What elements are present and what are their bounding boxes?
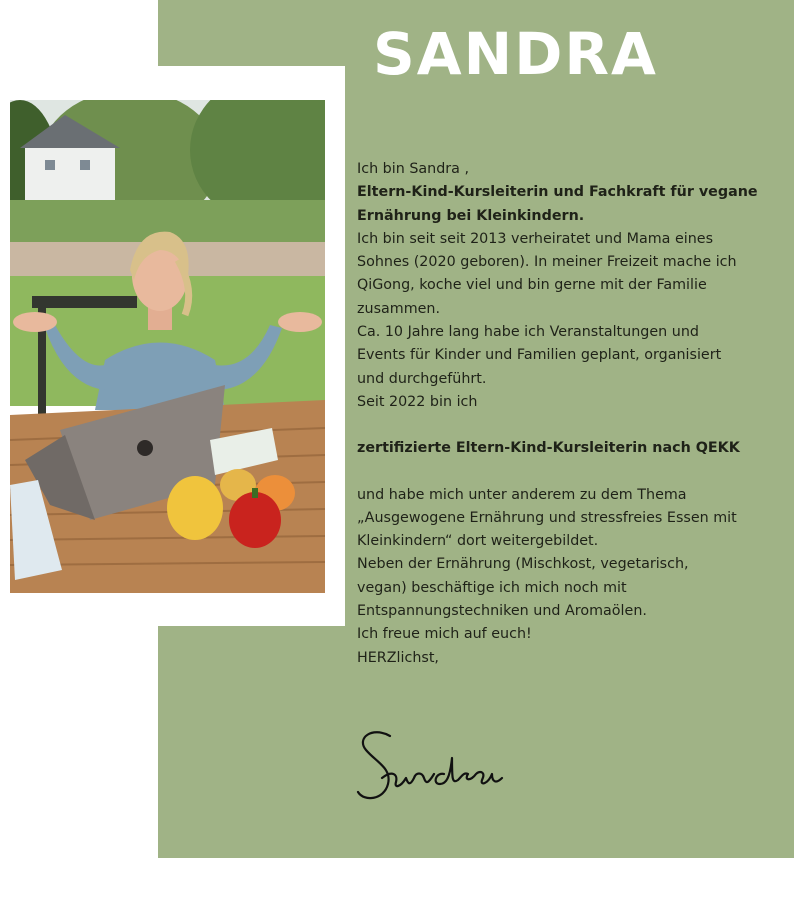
bio-line: zusammen. bbox=[357, 300, 441, 317]
page-title: SANDRA bbox=[373, 20, 658, 88]
bio-line: Ich freue mich auf euch! bbox=[357, 626, 532, 643]
closing-line: HERZlichst, bbox=[357, 649, 439, 666]
profile-photo bbox=[10, 100, 325, 593]
bio-line: Entspannungstechniken und Aromaölen. bbox=[357, 603, 647, 620]
bio-line: Events für Kinder und Familien geplant, organisiert bbox=[357, 347, 722, 364]
intro-line: Ich bin Sandra , bbox=[357, 161, 470, 177]
bio-text bbox=[357, 158, 792, 670]
bio-line: Ca. 10 Jahre lang habe ich Veranstaltungen und bbox=[357, 324, 699, 341]
bio-line: Sohnes (2020 geboren). In meiner Freizeit mache ich bbox=[357, 254, 737, 271]
bio-line: „Ausgewogene Ernährung und stressfreies Essen mit bbox=[357, 509, 737, 526]
bio-line: Kleinkindern“ dort weitergebildet. bbox=[357, 533, 599, 550]
certification-line: zertifizierte Eltern-Kind-Kursleiterin nach QEKK bbox=[357, 440, 740, 457]
bio-line: vegan) beschäftige ich mich noch mit bbox=[357, 579, 627, 596]
bio-line: Neben der Ernährung (Mischkost, vegetarisch, bbox=[357, 556, 689, 573]
role-line: Eltern-Kind-Kursleiterin und Fachkraft für vegane Ernährung bei Kleinkindern. bbox=[357, 184, 758, 224]
bio-line: und durchgeführt. bbox=[357, 370, 487, 387]
bio-line: Seit 2022 bin ich bbox=[357, 393, 478, 410]
bio-line: Ich bin seit seit 2013 verheiratet und Mama eines bbox=[357, 230, 714, 247]
handwritten-signature bbox=[352, 718, 532, 818]
bio-line: und habe mich unter anderem zu dem Thema bbox=[357, 486, 687, 503]
bio-line: QiGong, koche viel und bin gerne mit der Familie bbox=[357, 277, 707, 294]
